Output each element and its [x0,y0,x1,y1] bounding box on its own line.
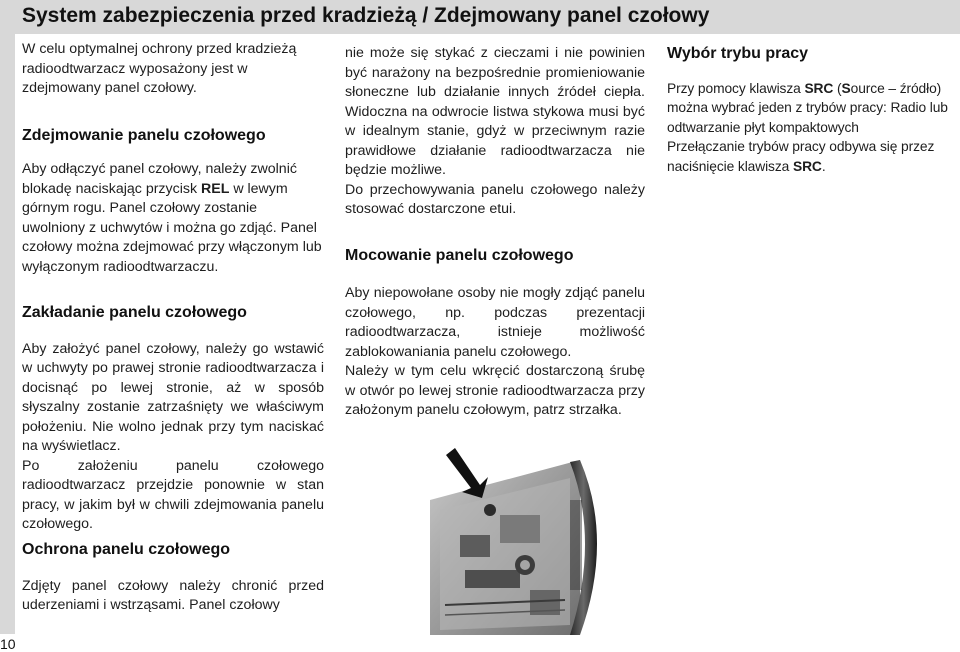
page-title: System zabezpieczenia przed kradzieżą / Zdejmowany panel czołowy [22,4,710,27]
mode-text-2a: Przełączanie trybów pracy odbywa się przez naciśnięcie klawisza [667,139,935,174]
mode-paragraph-2 [667,137,960,176]
attach-paragraph-2: Po założeniu panelu czołowego radioodtwarzacz przejdzie ponownie w stan pracy, w jakim był w chwili zdejmowania panelu czołowego. [22,457,324,532]
screw-hole [484,504,496,516]
source-initial: S [841,80,851,96]
heading-mode: Wybór trybu pracy [667,45,809,62]
mode-paragraph-1 [667,79,960,138]
rel-button-name: REL [201,180,230,197]
intro-paragraph: W celu optymalnej ochrony przed kradzieżą radioodtwarzacz wyposażony jest w zdejmowany panel czołowy. [22,41,297,96]
heading-protect: Ochrona panelu czołowego [22,541,231,558]
removal-text-before: Aby odłączyć panel czołowy, należy zwolnić blokadę naciskając przycisk [22,161,297,197]
protect-paragraph: Zdjęty panel czołowy należy chronić przed uderzeniami i wstrząsami. Panel czołowy [22,577,324,613]
column-1 [22,40,324,535]
column-1-bottom [22,540,324,616]
page-number: 10 [0,636,16,652]
heading-mount: Mocowanie panelu czołowego [345,246,574,264]
mount-paragraph-2: Należy w tym celu wkręcić dostarczoną śrubę w otwór po lewej stronie radioodtwarzacza przy założonym panelu czołowym, patrz strzałka. [345,363,645,418]
mode-text-1c: ource – źródło) można wybrać jeden z trybów pracy: Radio lub odtwarzanie płyt kompaktowych [667,80,948,135]
mode-text-1a: Przy pomocy klawisza [667,80,805,96]
column-2 [345,44,645,421]
src-key-label: SRC [804,80,834,96]
heading-attach: Zakładanie panelu czołowego [22,304,247,321]
left-margin-strip [0,34,15,634]
attach-paragraph-1: Aby założyć panel czołowy, należy go wstawić w uchwyty po prawej stronie radioodtwarzacza i docisnąć po lewej stronie, aż w sposób słyszalny zostanie zatrzaśnięty we właściwym położeniu. Nie wolno jednak przy tym naciskać na wyświetlacz. [22,340,324,454]
heading-removal: Zdejmowanie panelu czołowego [22,126,266,144]
radio-chassis-photo [430,440,614,635]
mode-text-2b: . [821,158,826,174]
case-note-paragraph: Do przechowywania panelu czołowego należy stosować dostarczone etui. [345,181,645,217]
removal-text-after: w lewym górnym rogu. Panel czołowy zostanie uwolniony z uchwytów i można go zdjąć. Panel czołowy można zdejmować przy włączonym lub wyłączonym radioodtwarzaczu. [22,180,322,275]
mount-paragraph-1: Aby niepowołane osoby nie mogły zdjąć panelu czołowego, np. podczas prezentacji radioodtwarzacza, istnieje możliwość zablokowaniania panelu czołowego. [345,285,645,360]
continued-paragraph: nie może się stykać z cieczami i nie powinien być narażony na bezpośrednie promieniowanie słoneczne lub działanie innych źródeł ciepła. Widoczna na odwrocie listwa stykowa musi być w idealnym stanie, gdyż w przeciwnym razie prawidłowe działanie radioodtwarzacza nie będzie możliwe. [345,45,645,178]
mode-text-1b: ( [833,80,842,96]
column-3 [667,44,960,176]
removal-paragraph [22,160,324,277]
src-key-label-2: SRC [792,158,822,174]
